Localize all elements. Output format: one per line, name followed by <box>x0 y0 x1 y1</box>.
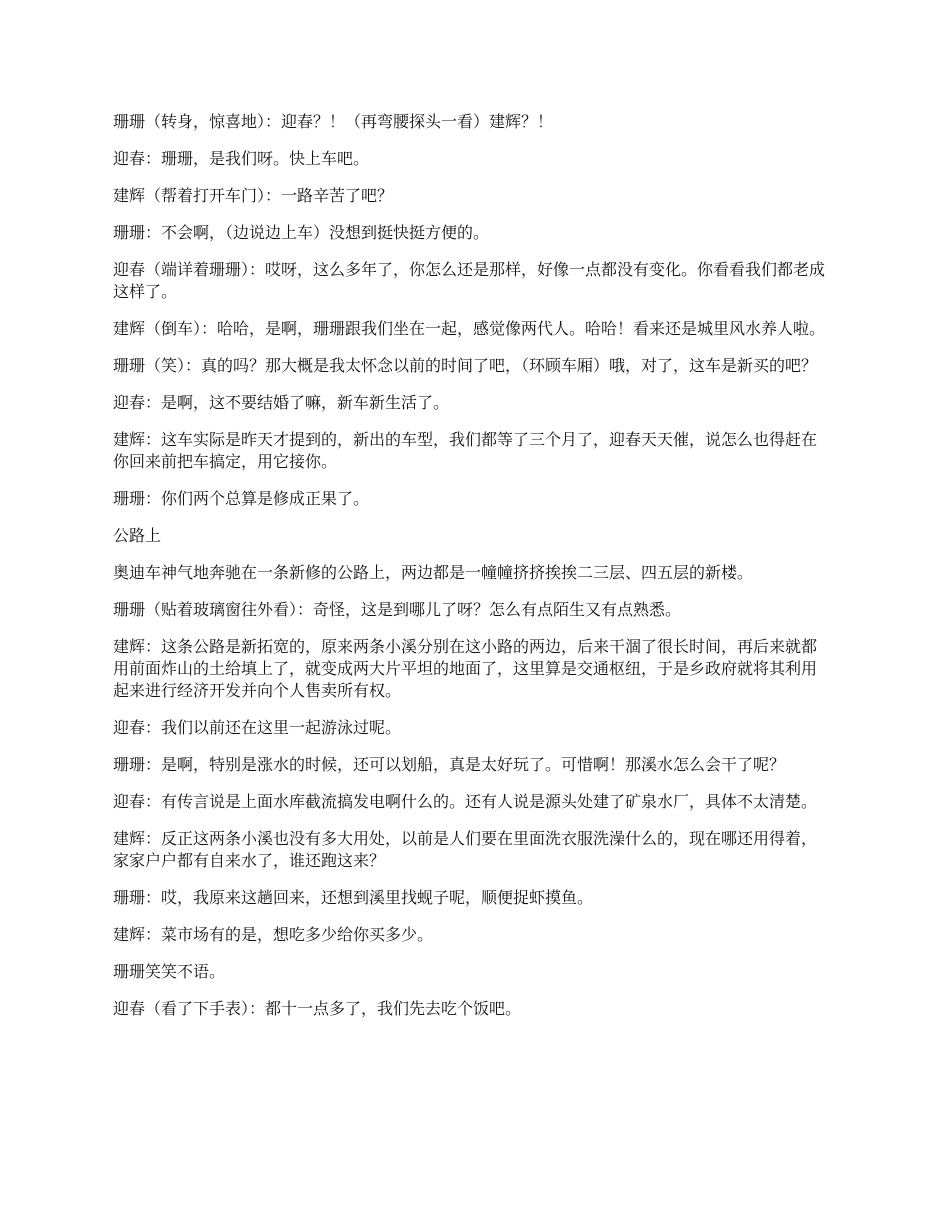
paragraph-5: 迎春（端详着珊珊）：哎呀，这么多年了，你怎么还是那样，好像一点都没有变化。你看看我们都老成这样了。 <box>113 260 826 301</box>
scene-heading: 公路上 <box>113 526 162 545</box>
paragraph-10: 珊珊：你们两个总算是修成正果了。 <box>113 489 370 508</box>
paragraph-17: 迎春：有传言说是上面水库截流搞发电啊什么的。还有人说是源头处建了矿泉水厂，具体不太清楚。 <box>113 792 818 811</box>
paragraph-16: 珊珊：是啊，特别是涨水的时候，还可以划船，真是太好玩了。可惜啊！那溪水怎么会干了呢？ <box>113 755 786 774</box>
paragraph-2: 迎春：珊珊，是我们呀。快上车吧。 <box>113 149 370 168</box>
paragraph-21: 珊珊笑笑不语。 <box>113 962 226 981</box>
paragraph-19: 珊珊：哎，我原来这趟回来，还想到溪里找蚬子呢，顺便捉虾摸鱼。 <box>113 888 594 907</box>
paragraph-18: 建辉：反正这两条小溪也没有多大用处，以前是人们要在里面洗衣服洗澡什么的，现在哪还用得着，家家户户都有自来水了，谁还跑这来？ <box>113 829 818 870</box>
paragraph-9: 建辉：这车实际是昨天才提到的，新出的车型，我们都等了三个月了，迎春天天催，说怎么也得赶在你回来前把车搞定，用它接你。 <box>113 430 818 471</box>
paragraph-20: 建辉：菜市场有的是，想吃多少给你买多少。 <box>113 925 434 944</box>
paragraph-12: 奥迪车神气地奔驰在一条新修的公路上，两边都是一幢幢挤挤挨挨二三层、四五层的新楼。 <box>113 563 754 582</box>
paragraph-4: 珊珊：不会啊，（边说边上车）没想到挺快挺方便的。 <box>113 223 490 242</box>
paragraph-14: 建辉：这条公路是新拓宽的，原来两条小溪分别在这小路的两边，后来干涸了很长时间，再后来就都用前面炸山的土给填上了，就变成两大片平坦的地面了，这里算是交通枢纽，于是乡政府就将其利用起来进行经济开发并向个人售卖所有权。 <box>113 637 818 700</box>
paragraph-6: 建辉（倒车）：哈哈，是啊，珊珊跟我们坐在一起，感觉像两代人。哈哈！看来还是城里风水养人啦。 <box>113 319 826 338</box>
paragraph-3: 建辉（帮着打开车门）：一路辛苦了吧？ <box>113 186 394 205</box>
paragraph-8: 迎春：是啊，这不要结婚了嘛，新车新生活了。 <box>113 393 450 412</box>
paragraph-7: 珊珊（笑）：真的吗？那大概是我太怀念以前的时间了吧，（环顾车厢）哦，对了，这车是新买的吧？ <box>113 356 818 375</box>
paragraph-15: 迎春：我们以前还在这里一起游泳过呢。 <box>113 718 402 737</box>
paragraph-13: 珊珊（贴着玻璃窗往外看）：奇怪，这是到哪儿了呀？怎么有点陌生又有点熟悉。 <box>113 600 682 619</box>
paragraph-1: 珊珊（转身，惊喜地）：迎春？！（再弯腰探头一看）建辉？！ <box>113 112 554 131</box>
paragraph-22: 迎春（看了下手表）：都十一点多了，我们先去吃个饭吧。 <box>113 999 522 1018</box>
